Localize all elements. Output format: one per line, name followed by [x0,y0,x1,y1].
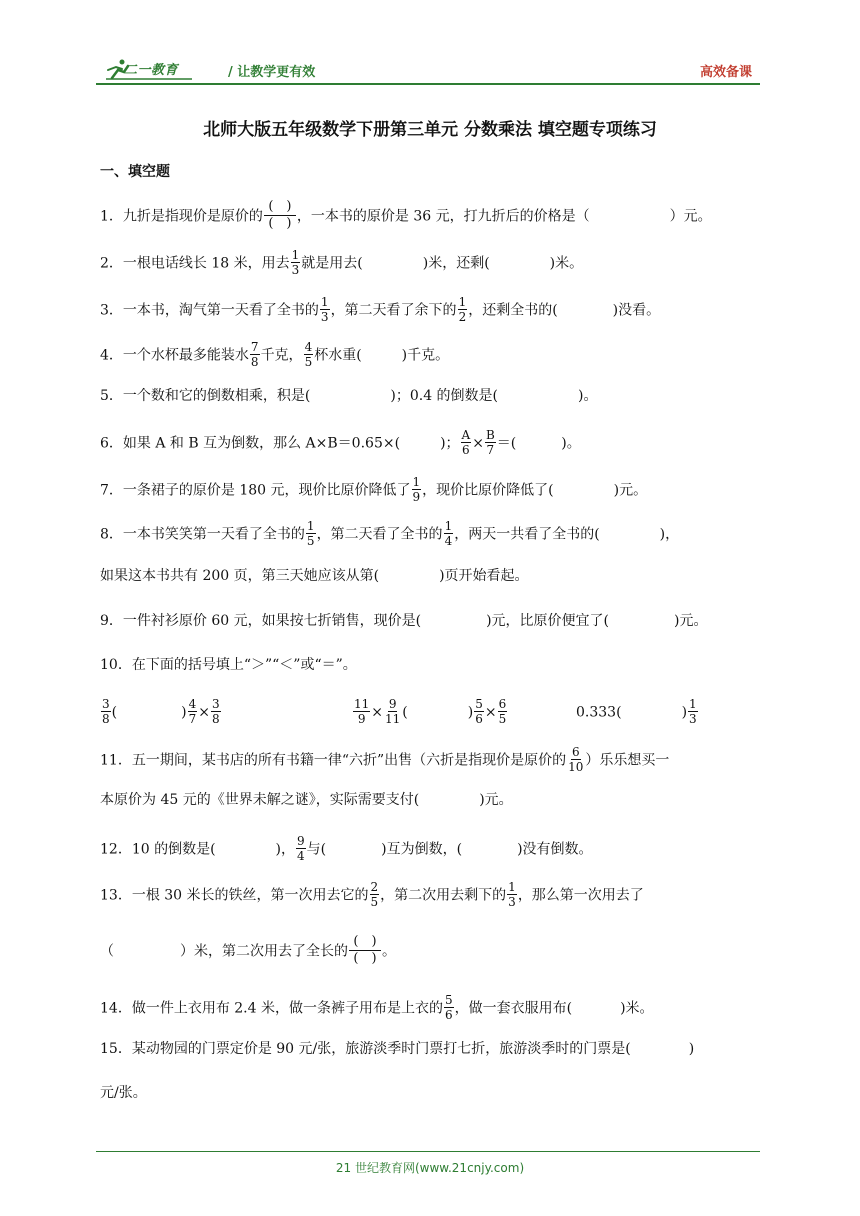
question-text: 10．在下面的括号填上“＞”“＜”或“＝”。 [100,657,357,673]
fraction [101,697,111,726]
question-text: 千克， [260,347,303,364]
question-text: )页开始看起。 [439,568,529,584]
fraction-numerator: A [461,428,471,442]
fraction [296,834,306,863]
question-text: 5．一个数和它的倒数相乘，积是( [100,388,311,404]
question-text: （ [100,943,114,960]
question-6 [100,429,581,458]
question-11 [100,746,669,775]
question-text: )； [440,435,460,452]
question-text: )没看。 [612,302,661,319]
question-text: 杯水重( [314,347,362,364]
fraction-denominator: 6 [462,443,470,457]
fraction-denominator: 5 [498,712,507,726]
fraction [458,295,468,324]
question-text: )米。 [620,1000,654,1017]
question-text: 11．五一期间，某书店的所有书籍一律“六折”出售（六折是指现价是原价的 [100,752,567,769]
fraction [306,519,316,548]
question-text: )， [659,526,680,543]
fraction [304,340,314,369]
question-text: 3．一本书，淘气第一天看了全书的 [100,302,319,319]
fraction [444,993,454,1022]
fraction-denominator: 3 [689,712,697,726]
fraction-numerator: 11 [354,697,370,711]
fraction-denominator: 10 [568,760,584,774]
question-text: ( [111,704,118,721]
fraction-numerator: 1 [508,880,516,894]
question-3 [100,296,660,325]
fraction-denominator: 3 [291,263,300,277]
fraction-numerator: ( ) [349,934,381,951]
fraction-denominator: 3 [508,895,516,909]
question-text: ）米，第二次用去了全长的 [180,943,348,960]
fraction-numerator: ( ) [264,199,296,216]
fraction-numerator: 9 [388,697,397,711]
question-14 [100,994,654,1023]
fraction-denominator: 4 [297,849,305,863]
question-text: ) [467,704,474,721]
question-text: )。 [561,435,581,452]
question-text: 元/张。 [100,1085,147,1101]
fraction [370,880,380,909]
fraction [485,428,496,457]
fraction-numerator: 2 [370,880,379,894]
question-text: 13．一根 30 米长的铁丝，第一次用去它的 [100,887,369,904]
question-text: ，一本书的原价是 36 元，打九折后的价格是（ [296,208,590,225]
header-tag: 高效备课 [699,65,752,80]
question-text: 1．九折是指现价是原价的 [100,208,263,225]
question-8 [100,520,679,549]
fraction [353,697,370,726]
question-text: ) [688,1041,695,1057]
question-text: ( [402,704,408,721]
question-text: ＝( [496,435,517,452]
fraction [211,697,221,726]
question-text: )元。 [479,792,513,808]
fraction [507,880,517,909]
fraction [384,697,401,726]
question-text: )， [275,841,296,858]
question-text: 12．10 的倒数是( [100,841,216,858]
blank-fraction [264,199,296,232]
question-5 [100,386,597,406]
fraction-numerator: 4 [304,340,313,354]
question-text: 9．一件衬衫原价 60 元，如果按七折销售，现价是( [100,613,422,629]
question-text: × [472,435,484,452]
fraction [250,340,260,369]
question-text: )米。 [549,255,584,272]
fraction-denominator: 4 [444,534,453,548]
fraction-numerator: 6 [571,745,580,759]
question-text: 7．一条裙子的原价是 180 元，现价比原价降低了 [100,482,411,499]
question-2 [100,249,583,278]
fraction-numerator: 1 [458,295,467,309]
question-10 [100,655,357,675]
question-13 [100,881,644,910]
question-text: × [198,704,210,721]
fraction [474,697,484,726]
fraction-numerator: 6 [498,697,507,711]
fraction-denominator: 3 [320,310,329,324]
question-10-expr-2 [352,698,508,727]
question-text: 0.333 [576,704,617,721]
fraction [461,428,472,457]
fraction-numerator: 5 [475,697,483,711]
question-text: ，做一套衣服用布( [454,1000,573,1017]
question-7 [100,476,647,505]
fraction [291,248,301,277]
question-text: ，现价比原价降低了( [422,482,554,499]
fraction-numerator: 1 [291,248,300,262]
question-text: )元，比原价便宜了( [486,613,610,629]
question-text: 6．如果 A 和 B 互为倒数，那么 A×B＝0.65×( [100,435,401,452]
fraction-denominator: 5 [370,895,379,909]
question-text: ，第二天看了余下的 [330,302,457,319]
question-text: )没有倒数。 [517,841,593,858]
slogan: / 让教学更有效 [228,65,316,80]
fraction [567,745,584,774]
question-text: )千克。 [401,347,450,364]
fraction-denominator: 8 [211,712,220,726]
fraction-denominator: 7 [188,712,197,726]
question-text: 14．做一件上衣用布 2.4 米，做一条裤子用布是上衣的 [100,1000,443,1017]
question-text: ，那么第一次用去了 [517,887,644,904]
question-text: )元。 [613,482,648,499]
question-text: 2．一根电话线长 18 米，用去 [100,255,290,272]
section-heading: 一、填空题 [100,164,170,180]
fraction-numerator: 1 [320,295,329,309]
question-13-line-2 [100,935,396,968]
header-divider [96,83,760,85]
question-text: )元。 [674,613,708,629]
fraction [688,697,698,726]
fraction [412,475,422,504]
question-text: ) [681,704,688,721]
question-4 [100,341,449,370]
fraction-numerator: 4 [188,697,197,711]
fraction [188,697,198,726]
question-text: 与( [306,841,327,858]
fraction-denominator: 8 [250,355,259,369]
fraction [320,295,330,324]
fraction-denominator: 5 [304,355,313,369]
question-text: )。 [578,388,598,404]
question-1 [100,200,712,233]
question-15-line-2 [100,1083,147,1103]
question-10-expr-1 [100,698,222,727]
question-text: ，还剩全书的( [468,302,558,319]
question-text: )米，还剩( [422,255,490,272]
fraction-denominator: ( ) [268,216,292,231]
fraction-denominator: 5 [306,534,315,548]
question-text: 就是用去( [301,255,363,272]
fraction-numerator: 9 [297,834,305,848]
fraction-denominator: 8 [102,712,110,726]
fraction [444,519,454,548]
fraction-numerator: B [485,428,495,442]
fraction-denominator: 2 [458,310,467,324]
fraction-numerator: 1 [412,475,421,489]
footer-text: 21 世纪教育网(www.21cnjy.com) [335,1161,525,1175]
fraction-denominator: 11 [385,712,401,726]
question-text: ，两天一共看了全书的( [454,526,600,543]
question-text: × [484,704,497,721]
fraction-denominator: 9 [412,490,421,504]
question-11-line-2 [100,790,513,810]
fraction-numerator: 1 [444,519,453,533]
fraction-numerator: 7 [250,340,259,354]
fraction-numerator: 1 [306,519,315,533]
fraction-denominator: 9 [357,712,366,726]
question-text: 8．一本书笑笑第一天看了全书的 [100,526,305,543]
fraction-denominator: 6 [444,1008,453,1022]
question-9 [100,611,708,631]
logo-text: 二一教育 [124,63,179,78]
question-text: )；0.4 的倒数是( [390,388,499,404]
fraction [498,697,508,726]
question-text: 15．某动物园的门票定价是 90 元/张，旅游淡季时门票打七折，旅游淡季时的门票是( [100,1041,631,1057]
fraction-denominator: 6 [475,712,483,726]
page-header [96,55,760,83]
fraction-numerator: 5 [444,993,453,1007]
fraction-numerator: 1 [689,697,697,711]
footer-divider [96,1151,760,1152]
question-text: )互为倒数，( [381,841,463,858]
question-12 [100,835,593,864]
question-text: 如果这本书共有 200 页，第三天她应该从第( [100,568,380,584]
question-text: × [371,704,384,721]
question-15 [100,1039,694,1059]
fraction-numerator: 3 [102,697,110,711]
fraction-denominator: ( ) [353,951,377,966]
question-text: 4．一个水杯最多能装水 [100,347,249,364]
question-text: ）乐乐想买一 [585,752,670,769]
page-title: 北师大版五年级数学下册第三单元 分数乘法 填空题专项练习 [203,120,657,140]
question-text: ) [181,704,187,721]
question-text: ( [616,704,622,721]
blank-fraction [349,934,381,967]
question-8-line-2 [100,566,529,586]
question-text: 。 [382,943,396,960]
question-text: ，第二次用去剩下的 [380,887,507,904]
question-text: 本原价为 45 元的《世界未解之谜》，实际需要支付( [100,792,420,808]
question-10-expr-3 [576,698,699,727]
question-text: ，第二天看了全书的 [316,526,443,543]
fraction-denominator: 7 [486,443,495,457]
question-text: ）元。 [669,208,712,225]
fraction-numerator: 3 [211,697,220,711]
